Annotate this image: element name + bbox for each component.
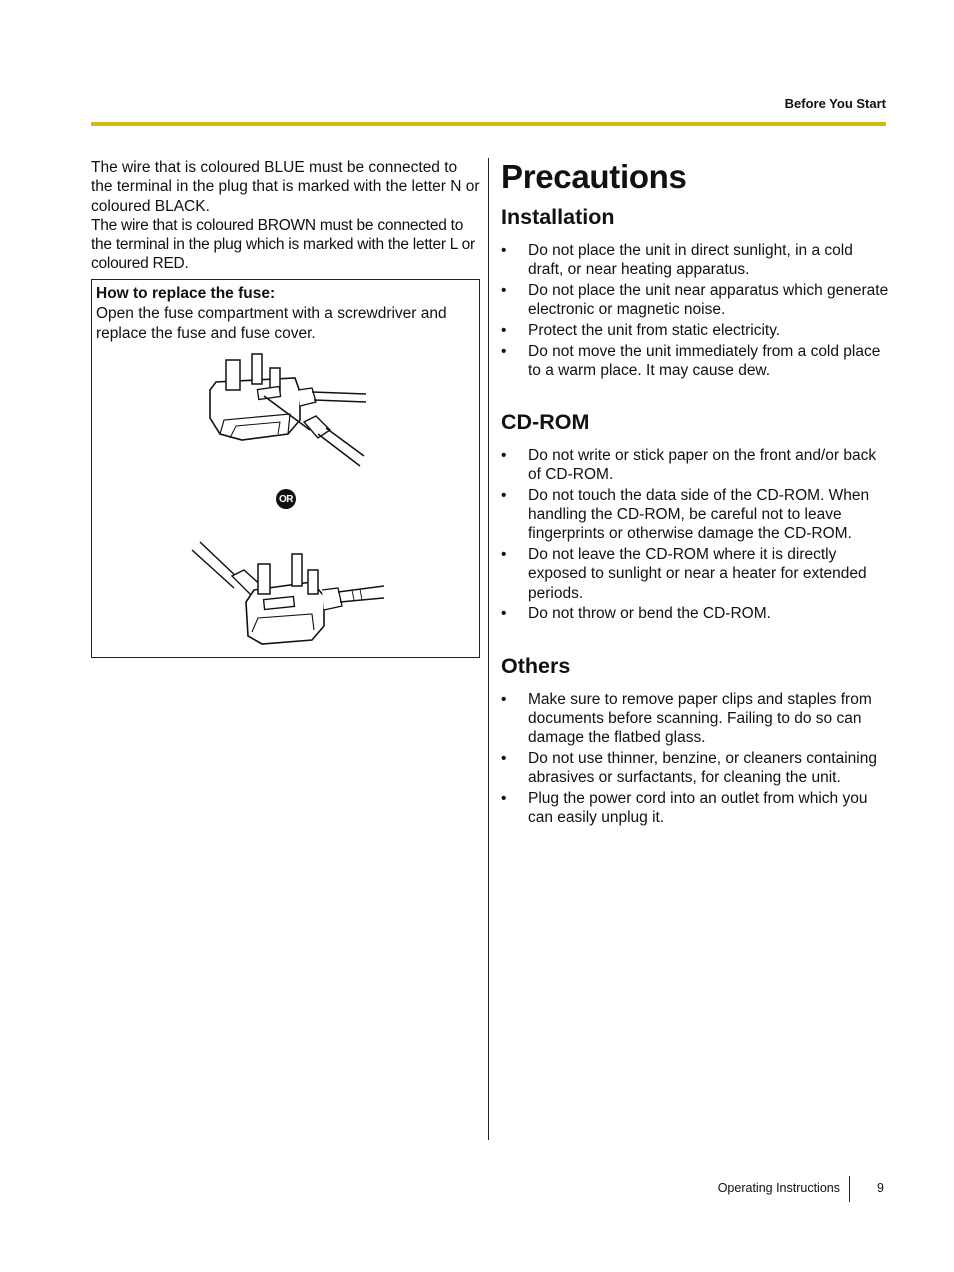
plug-illustration-bottom: [188, 540, 388, 650]
list-item: • Do not use thinner, benzine, or cleaners containing abrasives or surfactants, for cleaning the unit.: [501, 750, 877, 787]
intro-paragraph-brown: The wire that is coloured BROWN must be connected to the terminal in the plug which is marked with the letter L or coloured RED.: [91, 216, 475, 273]
section-heading-others: Others: [501, 654, 571, 678]
fuse-box-text: Open the fuse compartment with a screwdriver and replace the fuse and fuse cover.: [96, 305, 447, 342]
wiring-intro: [91, 158, 482, 274]
list-item: • Do not move the unit immediately from a cold place to a warm place. It may cause dew.: [501, 342, 881, 379]
column-divider: [488, 158, 489, 1140]
cd-rom-list: [501, 446, 891, 625]
fuse-replacement-box: [91, 279, 480, 658]
header-rule: [91, 122, 886, 126]
list-item: • Do not throw or bend the CD-ROM.: [501, 605, 771, 623]
plug-illustration-top: [200, 348, 370, 473]
list-item: • Do not place the unit in direct sunlight, in a cold draft, or near heating apparatus.: [501, 242, 853, 279]
left-column: [91, 158, 482, 505]
list-item: • Make sure to remove paper clips and staples from documents before scanning. Failing to do so can damage the flatbed glass.: [501, 691, 872, 747]
others-list: [501, 690, 891, 829]
running-head: Before You Start: [784, 96, 886, 111]
list-item: • Do not touch the data side of the CD-ROM. When handling the CD-ROM, be careful not to leave fingerprints or otherwise damage the CD-ROM.: [501, 487, 870, 543]
section-heading-installation: Installation: [501, 205, 615, 229]
list-item: • Do not place the unit near apparatus which generate electronic or magnetic noise.: [501, 282, 889, 319]
list-item: • Protect the unit from static electricity.: [501, 322, 781, 339]
footer-separator: [849, 1176, 850, 1202]
list-item: • Plug the power cord into an outlet from which you can easily unplug it.: [501, 790, 868, 827]
or-badge: OR: [276, 489, 296, 509]
installation-list: [501, 241, 891, 382]
list-item: • Do not leave the CD-ROM where it is directly exposed to sunlight or near a heater for extended periods.: [501, 546, 867, 602]
intro-paragraph-blue: The wire that is coloured BLUE must be connected to the terminal in the plug that is marked with the letter N or coloured BLACK.: [91, 159, 480, 215]
list-item: • Do not write or stick paper on the front and/or back of CD-ROM.: [501, 447, 877, 484]
page-title: Precautions: [501, 158, 687, 195]
footer-label: Operating Instructions: [717, 1181, 840, 1195]
page-number: 9: [877, 1181, 884, 1195]
section-heading-cd-rom: CD-ROM: [501, 410, 590, 434]
fuse-box-title: How to replace the fuse:: [96, 285, 276, 302]
